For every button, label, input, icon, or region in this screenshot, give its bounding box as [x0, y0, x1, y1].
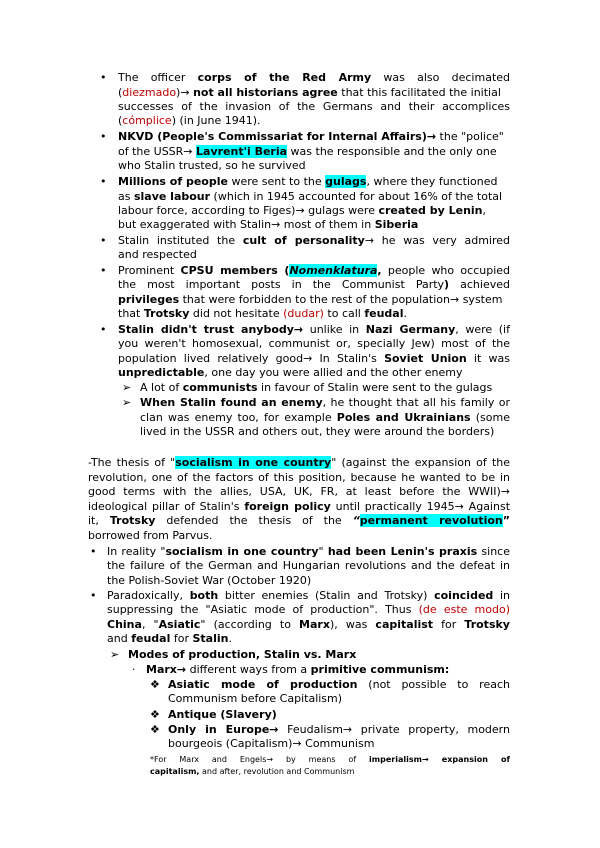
text-line: privileges that were forbidden to the rest of the population→ system: [118, 293, 503, 306]
bullet-dot: •: [100, 71, 107, 84]
text-line: -The thesis of "socialism in one country" (against the expansion of the: [88, 456, 510, 469]
footnote-line: capitalism, and after, revolution and Communism: [150, 767, 355, 776]
text-line: as slave labour (which in 1945 accounted for about 16% of the total: [118, 190, 503, 203]
text-line: the failure of the German and Hungarian revolutions and the defeat in: [107, 559, 510, 572]
text-line: lived in the USSR and others out, they were around the borders): [140, 425, 495, 438]
diamond-bullet-icon: ❖: [150, 723, 160, 736]
text-line: The officer corps of the Red Army was also decimated: [118, 71, 511, 84]
text-line: In reality "socialism in one country" had been Lenin's praxis since: [107, 545, 510, 558]
bullet-dot: ·: [132, 663, 136, 676]
text-line: and feudal for Stalin.: [107, 632, 232, 645]
section-heading: Modes of production, Stalin vs. Marx: [128, 648, 357, 661]
arrow-bullet-icon: ➢: [110, 648, 120, 661]
text-line: good terms with the allies, USA, UK, FR, at least before the WWII)→: [88, 485, 510, 498]
bullet-dot: •: [100, 130, 107, 143]
arrow-bullet-icon: ➢: [122, 396, 132, 409]
text-line: Communism before Capitalism): [168, 692, 343, 705]
text-line: population lived relatively good→ In Stalin's Soviet Union it was: [118, 352, 510, 365]
bullet-dot: •: [100, 264, 107, 277]
bullet-dot: •: [100, 234, 107, 247]
text-line: suppressing the "Asiatic mode of production". Thus (de este modo): [107, 603, 510, 616]
text-line: clan was enemy too, for example Poles and Ukrainians (some: [140, 411, 510, 424]
text-line: When Stalin found an enemy, he thought that all his family or: [140, 396, 510, 409]
text-line: (diezmado)→ not all historians agree that this facilitated the initial: [118, 86, 501, 99]
text-line: Paradoxically, both bitter enemies (Stalin and Trotsky) coincided in: [107, 589, 510, 602]
text-line: Prominent CPSU members (Nomenklatura, people who occupied: [118, 264, 510, 277]
text-line: Asiatic mode of production (not possible to reach: [168, 678, 510, 691]
text-line: (cómplice) (in June 1941).: [118, 114, 261, 127]
text-line: of the USSR→ Lavrent'i Beria was the responsible and the only one: [118, 145, 497, 158]
bullet-dot: •: [90, 589, 97, 602]
text-line: and respected: [118, 248, 197, 261]
text-line: you weren't homosexual, communist or, specially Jew) most of the: [118, 337, 510, 350]
text-line: it, Trotsky defended the thesis of the “permanent revolution”: [88, 514, 510, 527]
text-line: who Stalin trusted, so he survived: [118, 159, 306, 172]
text-line: the most important posts in the Communist Party) achieved: [118, 278, 510, 291]
footnote-line: *For Marx and Engels→ by means of imperialism→ expansion of: [150, 755, 511, 764]
diamond-bullet-icon: ❖: [150, 708, 160, 721]
text-line: NKVD (People's Commissariat for Internal Affairs)→ the "police": [118, 130, 504, 143]
text-line: that Trotsky did not hesitate (dudar) to call feudal.: [118, 307, 407, 320]
arrow-bullet-icon: ➢: [122, 381, 132, 394]
text-line: the Polish-Soviet War (October 1920): [107, 574, 312, 587]
text-line: Millions of people were sent to the gulags, where they functioned: [118, 175, 498, 188]
text-line: Marx→ different ways from a primitive communism:: [146, 663, 450, 676]
text-line: Stalin instituted the cult of personality→ he was very admired: [118, 234, 511, 247]
text-line: Stalin didn't trust anybody→ unlike in Nazi Germany, were (if: [118, 323, 510, 336]
bullet-dot: •: [90, 545, 97, 558]
text-line: A lot of communists in favour of Stalin were sent to the gulags: [140, 381, 493, 394]
text-line: bourgeois (Capitalism)→ Communism: [168, 737, 375, 750]
text-line: ideological pillar of Stalin's foreign policy until practically 1945→ Against: [88, 500, 511, 513]
text-line: Antique (Slavery): [168, 708, 277, 721]
bullet-dot: •: [100, 323, 107, 336]
text-line: successes of the invasion of the Germans and their accomplices: [118, 100, 510, 113]
text-line: but exaggerated with Stalin→ most of them in Siberia: [118, 218, 419, 231]
text-line: China, "Asiatic" (according to Marx), was capitalist for Trotsky: [107, 618, 510, 631]
text-line: revolution, one of the factors of this position, because he wanted to be in: [88, 471, 510, 484]
text-line: Only in Europe→ Feudalism→ private property, modern: [168, 723, 510, 736]
text-line: unpredictable, one day you were allied and the other enemy: [118, 366, 463, 379]
text-line: borrowed from Parvus.: [88, 529, 213, 542]
bullet-dot: •: [100, 175, 107, 188]
diamond-bullet-icon: ❖: [150, 678, 160, 691]
text-line: labour force, according to Figes)→ gulags were created by Lenin,: [118, 204, 486, 217]
